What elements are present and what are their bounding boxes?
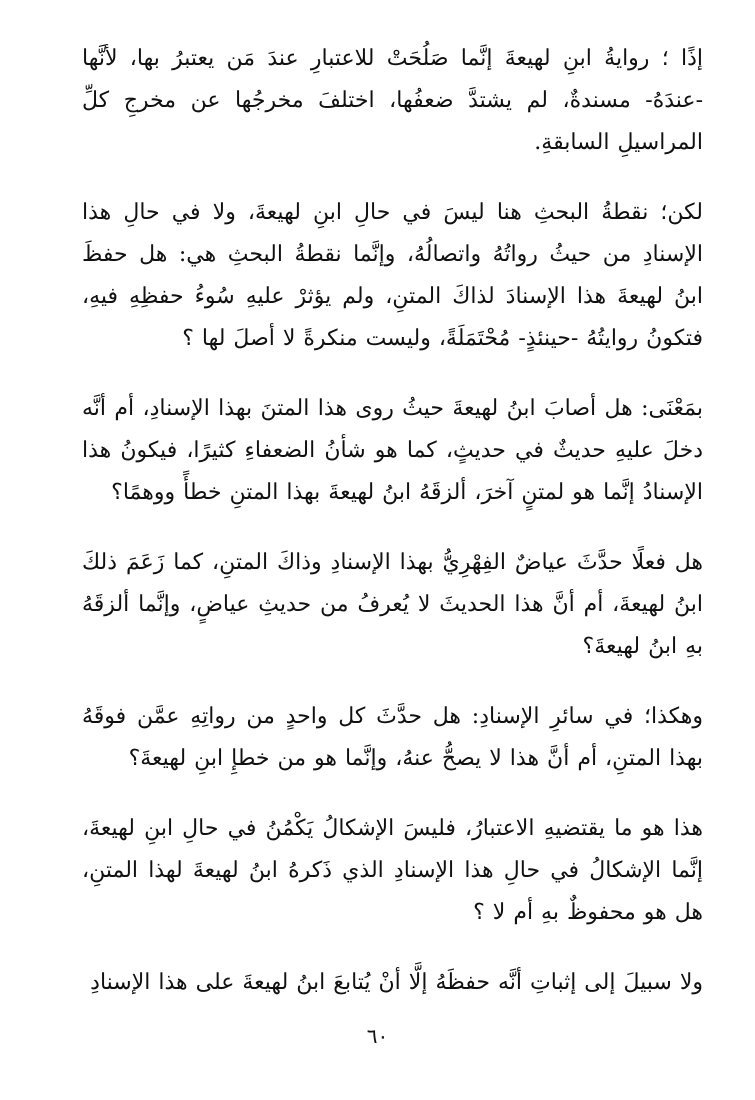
paragraph-3: بمَعْنَى: هل أصابَ ابنُ لهيعةَ حيثُ روى هذا المتنَ بهذا الإسنادِ، أم أنَّه دخلَ عليهِ حديثٌ في حديثٍ، كما هو شأنُ الضعفاءِ كثيرًا، فيكونُ هذا الإسنادُ إنَّما هو لمتنٍ آخرَ، ألزقَهُ ابنُ لهيعةَ بهذا المتنِ خطأً ووهمًا؟ [82,396,703,505]
paragraph-6: هذا هو ما يقتضيهِ الاعتبارُ، فليسَ الإشكالُ يَكْمُنُ في حالِ ابنِ لهيعةَ، إنَّما الإشكالُ في حالِ هذا الإسنادِ الذي ذَكرهُ ابنُ لهيعةَ لهذا المتنِ، هل هو محفوظٌ بهِ أم لا ؟ [82,816,703,925]
paragraph-4: هل فعلًا حدَّثَ عياضٌ الفِهْرِيُّ بهذا الإسنادِ وذاكَ المتنِ، كما زَعَمَ ذلكَ ابنُ لهيعةَ، أم أنَّ هذا الحديثَ لا يُعرفُ من حديثِ عياضٍ، وإنَّما ألزقَهُ بهِ ابنُ لهيعةَ؟ [82,550,703,659]
page-number: ٦٠ [366,1024,389,1048]
paragraph-7: ولا سبيلَ إلى إثباتِ أنَّه حفظَهُ إلَّا أنْ يُتابعَ ابنُ لهيعةَ على هذا الإسنادِ [90,970,703,995]
paragraph-1: إذًا ؛ روايةُ ابنِ لهيعةَ إنَّما صَلُحَتْ للاعتبارِ عندَ مَن يعتبرُ بها، لأنَّها -عندَهُ- مسندةٌ، لم يشتدَّ ضعفُها، اختلفَ مخرجُها عن مخرجِ كلِّ المراسيلِ السابقةِ. [82,46,703,155]
paragraph-5: وهكذا؛ في سائرِ الإسنادِ: هل حدَّثَ كل واحدٍ من رواتِهِ عمَّن فوقَهُ بهذا المتنِ، أم أنَّ هذا لا يصحُّ عنهُ، وإنَّما هو من خطإِ ابنِ لهيعةَ؟ [82,704,703,771]
body-text [82,38,703,1004]
paragraph-2: لكن؛ نقطةُ البحثِ هنا ليسَ في حالِ ابنِ لهيعةَ، ولا في حالِ هذا الإسنادِ من حيثُ رواتُهُ واتصالُهُ، وإنَّما نقطةُ البحثِ هي: هل حفظَ ابنُ لهيعةَ هذا الإسنادَ لذاكَ المتنِ، ولم يؤثرْ عليهِ سُوءُ حفظِهِ فيهِ، فتكونُ روايتُهُ -حينئذٍ- مُحْتَمَلَةً، وليست منكرةً لا أصلَ لها ؟ [82,200,703,351]
